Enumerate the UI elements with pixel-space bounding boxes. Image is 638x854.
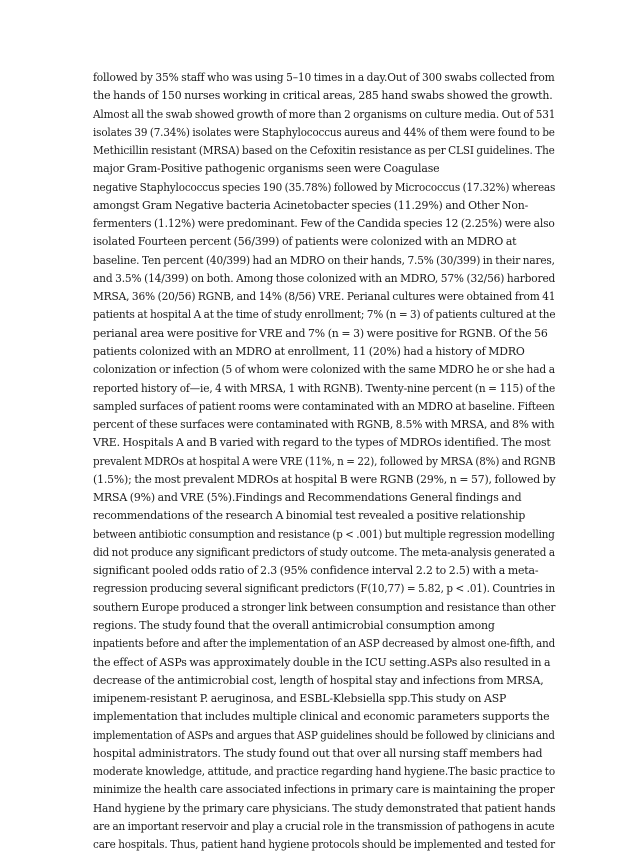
text-line: MRSA (9%) and VRE (5%).Findings and Recommendations General findings and: [93, 491, 522, 505]
text-line: followed by 35% staff who was using 5–10 times in a day.Out of 300 swabs collected from: [93, 71, 555, 84]
text-line: minimize the health care associated infections in primary care is maintaining the proper: [93, 783, 555, 797]
text-line: Almost all the swab showed growth of more than 2 organisms on culture media. Out of 531: [93, 107, 556, 121]
text-line: Hand hygiene by the primary care physicians. The study demonstrated that patient hands: [93, 801, 556, 815]
text-line: major Gram-Positive pathogenic organisms seen were Coagulase: [93, 162, 440, 176]
text-line: isolated Fourteen percent (56/399) of patients were colonized with an MDRO at: [93, 235, 517, 249]
text-line: perianal area were positive for VRE and 7% (n = 3) were positive for RGNB. Of the 56: [93, 326, 548, 340]
text-line: negative Staphylococcus species 190 (35.78%) followed by Micrococcus (17.32%) whereas: [93, 180, 556, 194]
text-line: are an important reservoir and play a crucial role in the transmission of pathogens in acute: [93, 819, 555, 833]
document-page: [93, 69, 555, 854]
text-line: VRE. Hospitals A and B varied with regard to the types of MDROs identified. The most: [93, 436, 551, 450]
text-line: implementation that includes multiple clinical and economic parameters supports the: [93, 710, 550, 724]
text-line: between antibiotic consumption and resistance (p < .001) but multiple regression modelling: [93, 527, 555, 541]
text-line: regression producing several significant predictors (F(10,77) = 5.82, p < .01). Countries in: [93, 582, 556, 596]
text-line: Methicillin resistant (MRSA) based on the Cefoxitin resistance as per CLSI guidelines. The: [93, 144, 555, 158]
text-line: fermenters (1.12%) were predominant. Few of the Candida species 12 (2.25%) were also: [93, 217, 555, 231]
text-line: moderate knowledge, attitude, and practice regarding hand hygiene.The basic practice to: [93, 765, 556, 779]
text-line: baseline. Ten percent (40/399) had an MDRO on their hands, 7.5% (30/399) in their nares,: [93, 253, 555, 267]
text-line: reported history of—ie, 4 with MRSA, 1 with RGNB). Twenty-nine percent (n = 115) of the: [93, 381, 556, 395]
text-line: care hospitals. Thus, patient hand hygiene protocols should be implemented and tested for: [93, 838, 555, 852]
text-line: amongst Gram Negative bacteria Acinetobacter species (11.29%) and Other Non-: [93, 198, 529, 212]
text-line: sampled surfaces of patient rooms were contaminated with an MDRO at baseline. Fifteen: [93, 399, 555, 413]
text-line: decrease of the antimicrobial cost, length of hospital stay and infections from MRSA,: [93, 673, 544, 687]
text-line: percent of these surfaces were contaminated with RGNB, 8.5% with MRSA, and 8% with: [93, 418, 555, 432]
text-line: and 3.5% (14/399) on both. Among those colonized with an MDRO, 57% (32/56) harbored: [93, 271, 556, 285]
text-line: southern Europe produced a stronger link between consumption and resistance than other: [93, 600, 556, 614]
text-line: MRSA, 36% (20/56) RGNB, and 14% (8/56) VRE. Perianal cultures were obtained from 41: [93, 290, 556, 304]
text-line: imipenem-resistant P. aeruginosa, and ESBL-Klebsiella spp.This study on ASP: [93, 692, 507, 706]
text-line: regions. The study found that the overall antimicrobial consumption among: [93, 618, 495, 632]
text-line: (1.5%); the most prevalent MDROs at hospital B were RGNB (29%, n = 57), followed by: [93, 472, 556, 486]
text-line: implementation of ASPs and argues that ASP guidelines should be followed by clinicians and: [93, 728, 555, 742]
text-line: did not produce any significant predictors of study outcome. The meta-analysis generated a: [93, 545, 555, 559]
text-line: colonization or infection (5 of whom were colonized with the same MDRO he or she had a: [93, 363, 555, 377]
text-line: inpatients before and after the implementation of an ASP decreased by almost one-fifth, and: [93, 637, 556, 651]
text-line: isolates 39 (7.34%) isolates were Staphylococcus aureus and 44% of them were found to be: [93, 125, 555, 139]
text-line: recommendations of the research A binomial test revealed a positive relationship: [93, 509, 526, 523]
text-line: patients at hospital A at the time of study enrollment; 7% (n = 3) of patients cultured at the: [93, 308, 556, 322]
text-line: patients colonized with an MDRO at enrollment, 11 (20%) had a history of MDRO: [93, 344, 525, 358]
text-line: prevalent MDROs at hospital A were VRE (11%, n = 22), followed by MRSA (8%) and RGNB: [93, 454, 556, 468]
text-line: the effect of ASPs was approximately double in the ICU setting.ASPs also resulted in a: [93, 655, 551, 669]
text-line: significant pooled odds ratio of 2.3 (95% confidence interval 2.2 to 2.5) with a meta-: [93, 564, 539, 578]
text-line: the hands of 150 nurses working in critical areas, 285 hand swabs showed the growth.: [93, 89, 553, 103]
text-line: hospital administrators. The study found out that over all nursing staff members had: [93, 746, 543, 760]
